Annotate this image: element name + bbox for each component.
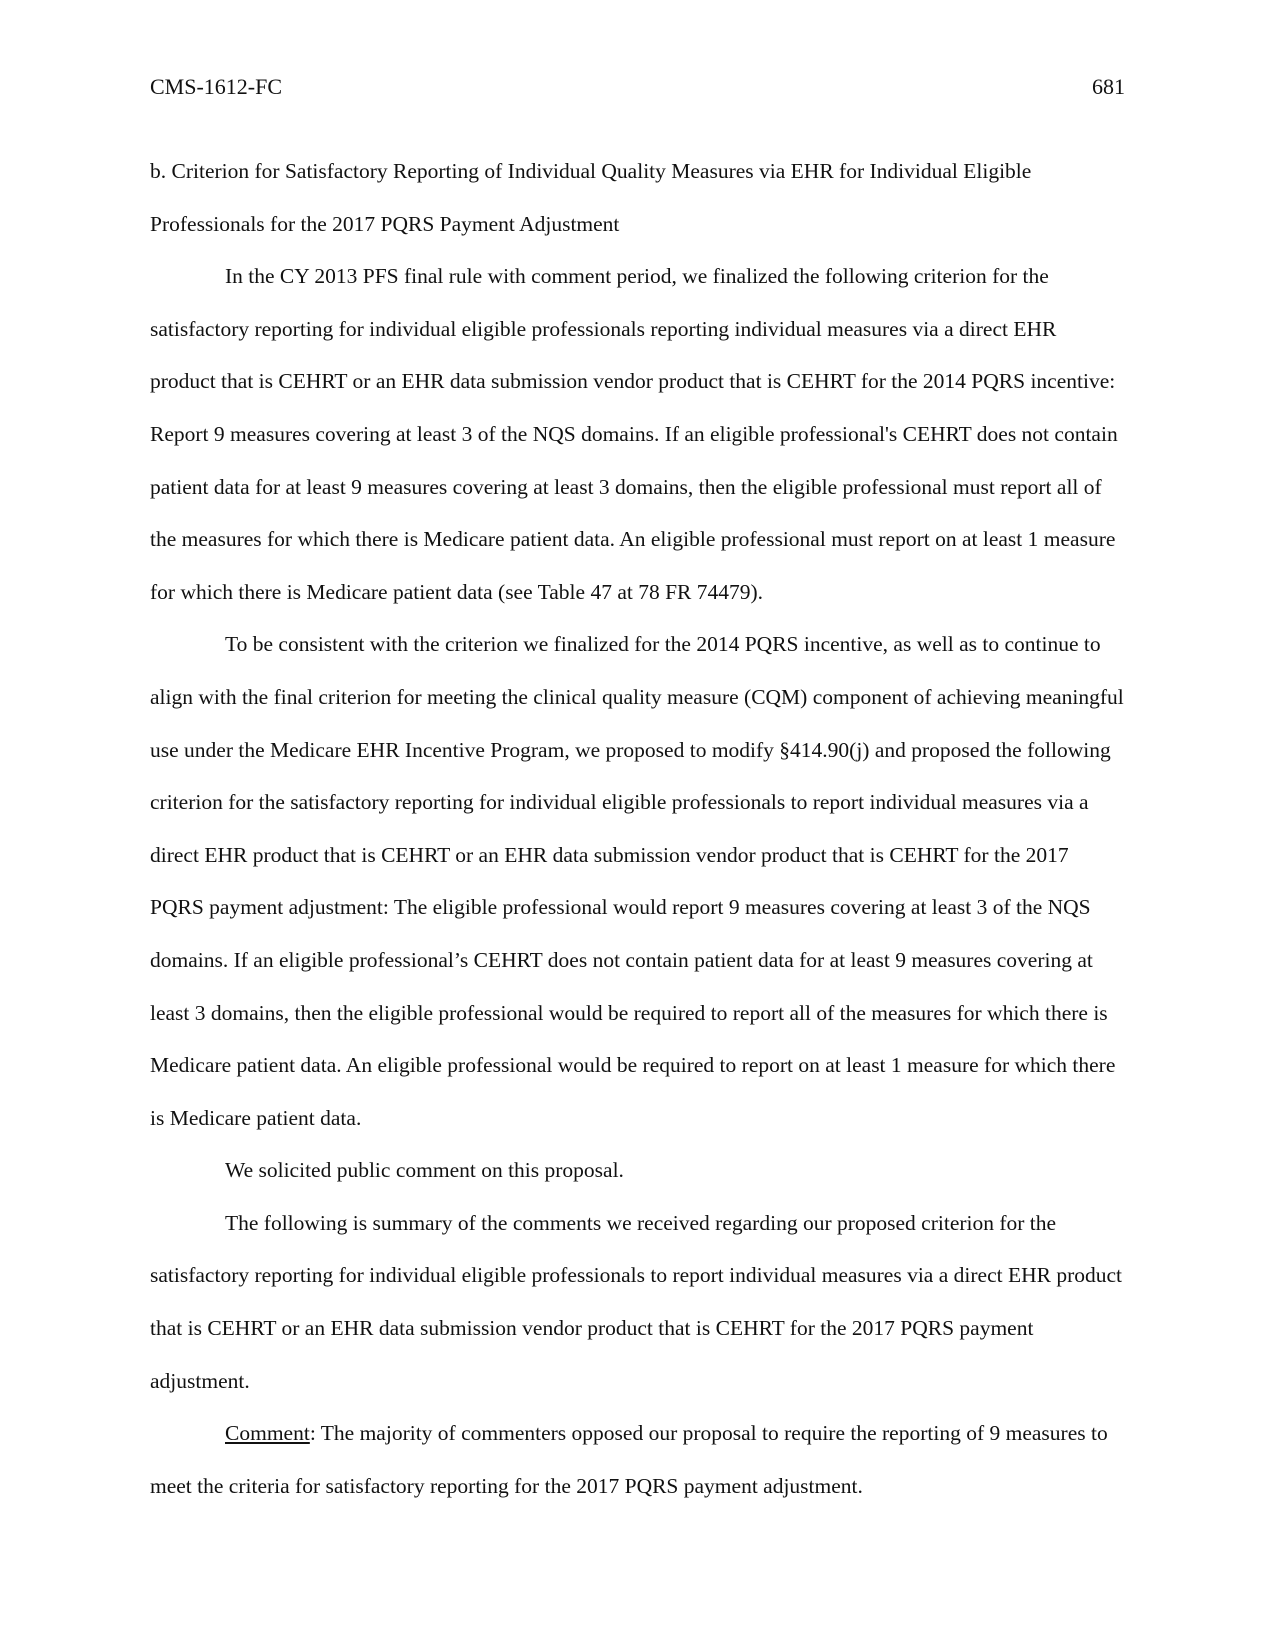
document-id: CMS-1612-FC [150, 74, 283, 99]
comment-label: Comment [225, 1421, 310, 1446]
paragraph-1: In the CY 2013 PFS final rule with comment period, we finalized the following criterion for the satisfactory reporting for individual eligible professionals reporting individual measures via a direct EHR product that is CEHRT or an EHR data submission vendor product that is CEHRT for the 2014 PQRS incentive: Report 9 measures covering at least 3 of the NQS domains. If an eligible professional's CEHRT does not contain patient data for at least 9 measures covering at least 3 domains, then the eligible professional must report all of the measures for which there is Medicare patient data. An eligible professional must report on at least 1 measure for which there is Medicare patient data (see Table 47 at 78 FR 74479). [150, 264, 1118, 604]
comment-text: : The majority of commenters opposed our proposal to require the reporting of 9 measures to meet the criteria for satisfactory reporting for the 2017 PQRS payment adjustment. [150, 1421, 1108, 1498]
document-body [150, 145, 1125, 1512]
section-heading: b. Criterion for Satisfactory Reporting of Individual Quality Measures via EHR for Individual Eligible Professionals for the 2017 PQRS Payment Adjustment [150, 159, 1032, 236]
page-number: 681 [1092, 74, 1125, 99]
paragraph-4: The following is summary of the comments we received regarding our proposed criterion for the satisfactory reporting for individual eligible professionals to report individual measures via a direct EHR product that is CEHRT or an EHR data submission vendor product that is CEHRT for the 2017 PQRS payment adjustment. [150, 1210, 1123, 1393]
paragraph-5 [150, 1407, 1125, 1512]
paragraph-2: To be consistent with the criterion we finalized for the 2014 PQRS incentive, as well as to continue to align with the final criterion for meeting the clinical quality measure (CQM) component of achieving meaningful use under the Medicare EHR Incentive Program, we proposed to modify §414.90(j) and proposed the following criterion for the satisfactory reporting for individual eligible professionals to report individual measures via a direct EHR product that is CEHRT or an EHR data submission vendor product that is CEHRT for the 2017 PQRS payment adjustment: The eligible professional would report 9 measures covering at least 3 of the NQS domains. If an eligible professional’s CEHRT does not contain patient data for at least 9 measures covering at least 3 domains, then the eligible professional would be required to report all of the measures for which there is Medicare patient data. An eligible professional would be required to report on at least 1 measure for which there is Medicare patient data. [150, 632, 1124, 1130]
paragraph-3: We solicited public comment on this proposal. [225, 1158, 624, 1183]
